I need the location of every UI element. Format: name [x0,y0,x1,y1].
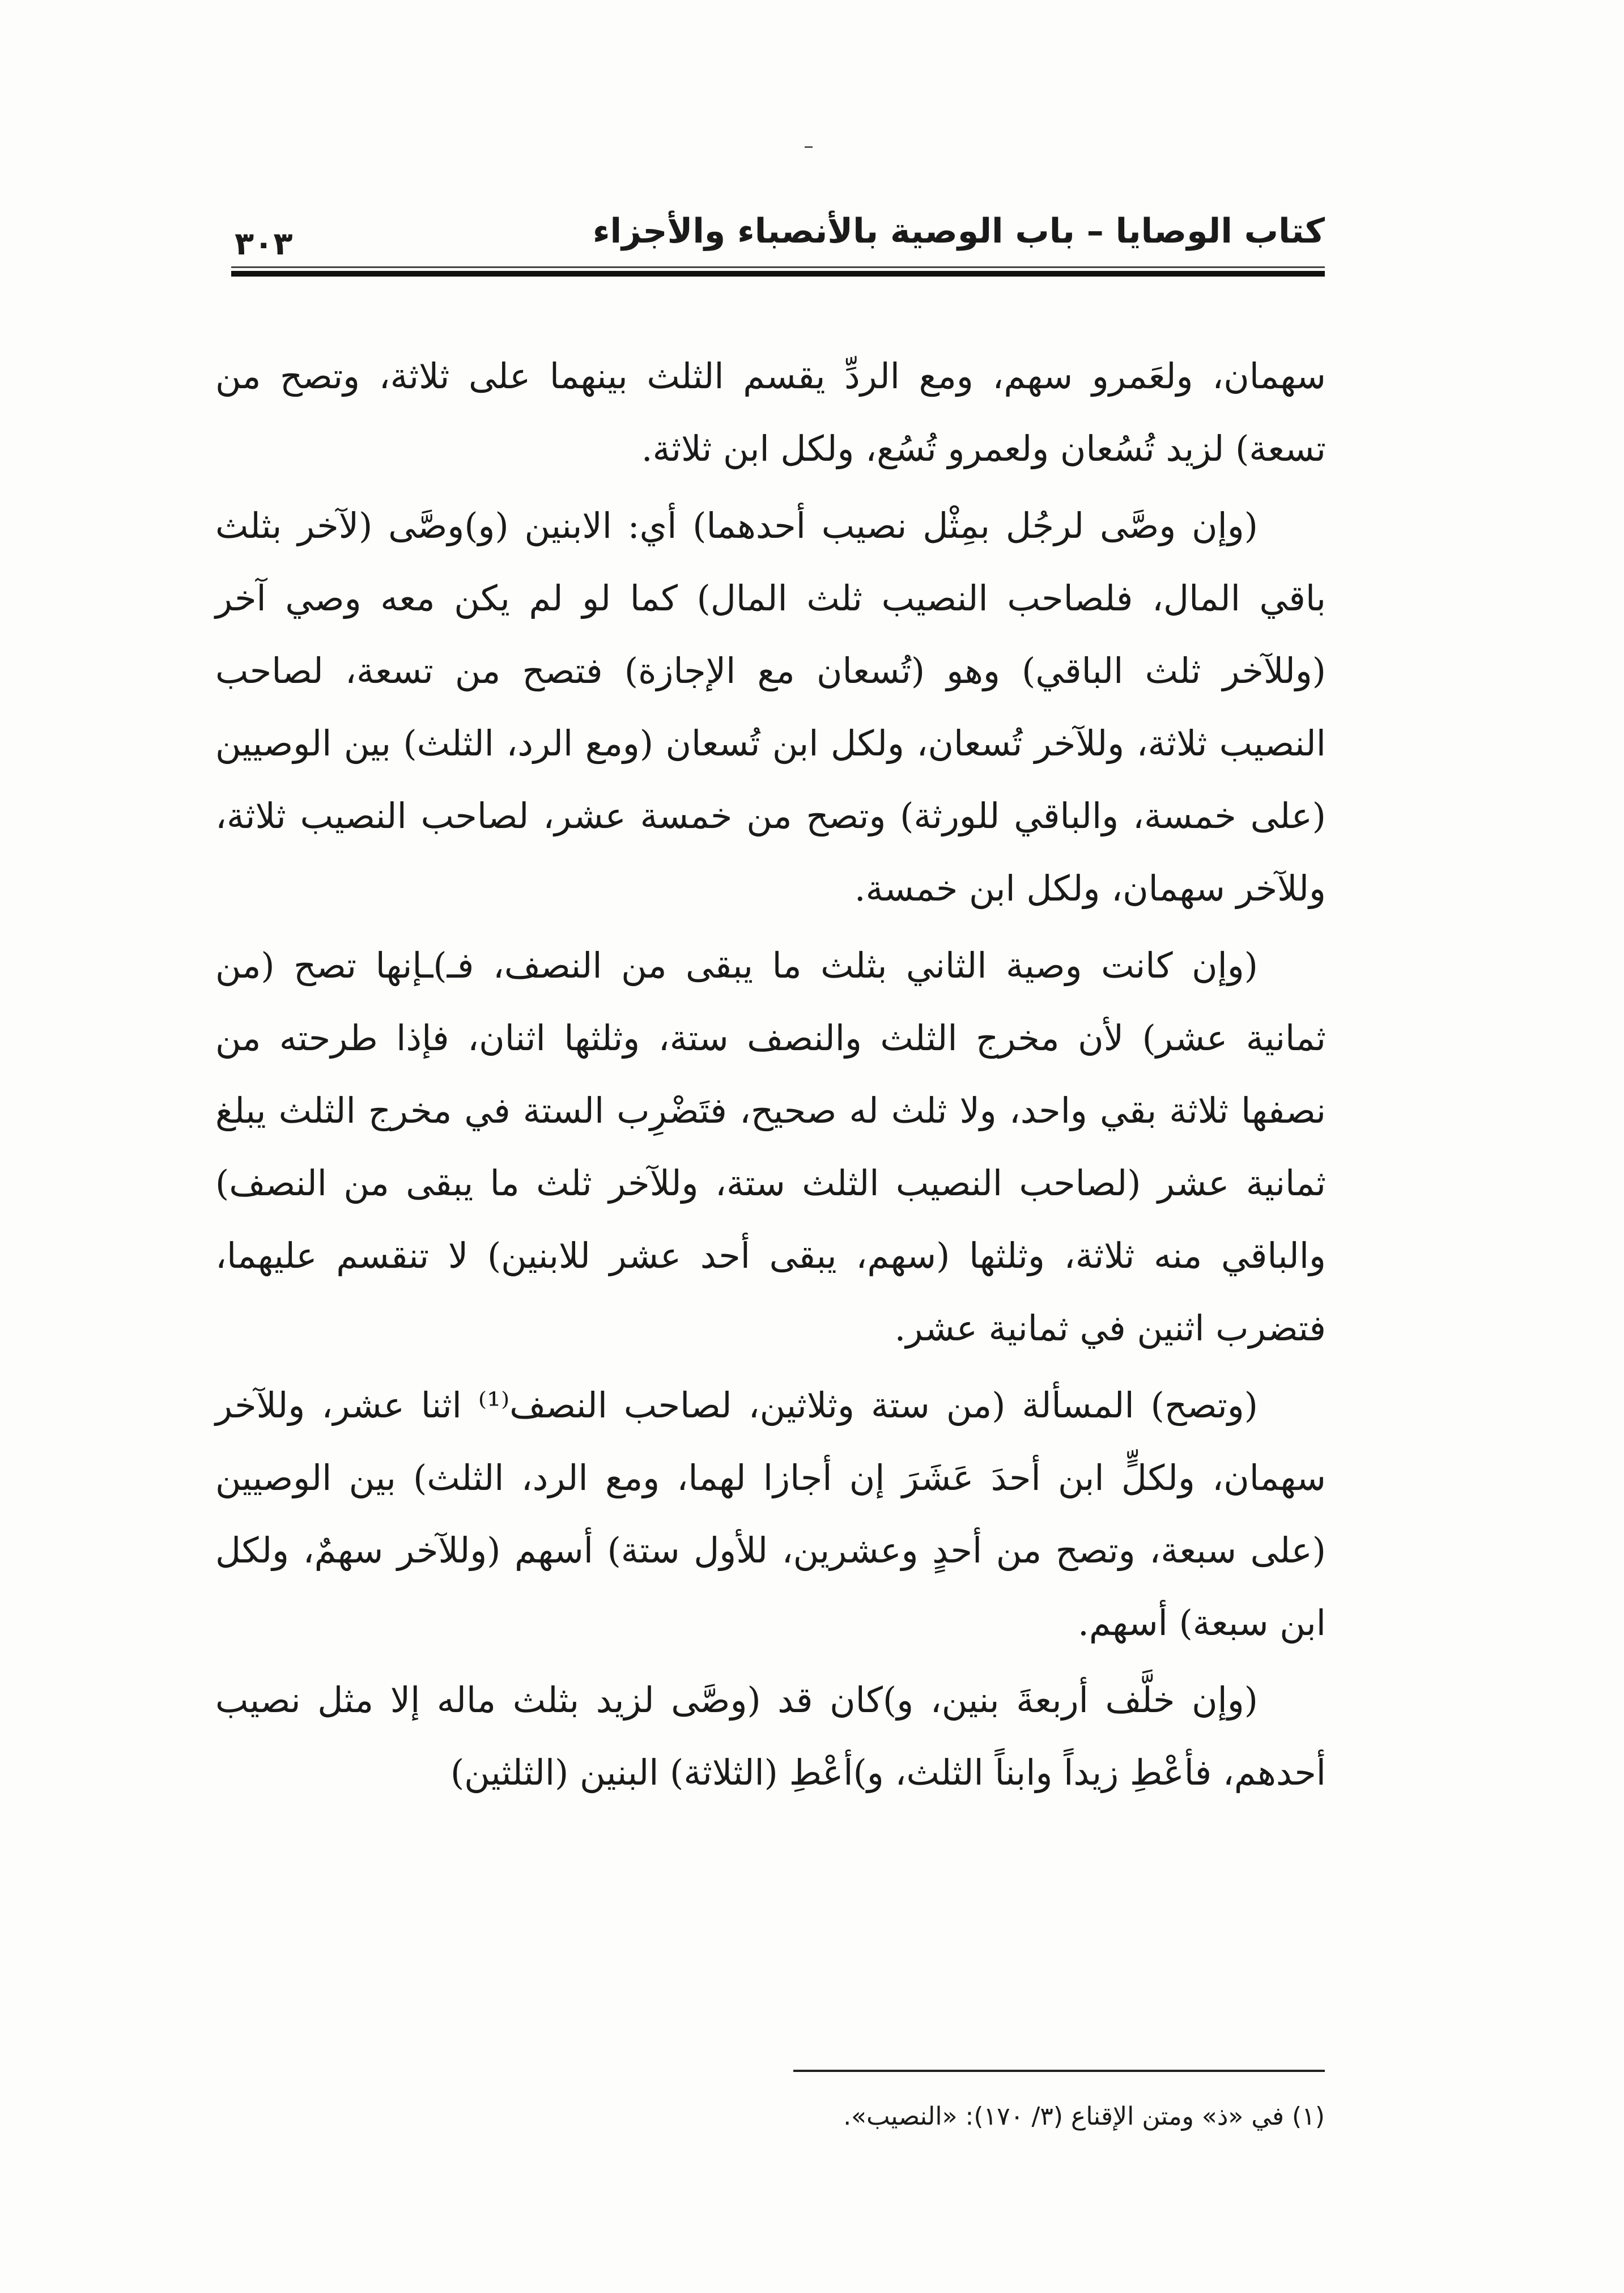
paragraph-4: (وتصح) المسألة (من ستة وثلاثين، لصاحب النصف⁽¹⁾ اثنا عشر، وللآخر سهمان، ولكلٍّ ابن أحدَ عَشَرَ إن أجازا لهما، ومع الرد، الثلث) بين الوصيين (على سبعة، وتصح من أحدٍ وعشرين، للأول ستة) أسهم (وللآخر سهمٌ، ولكل ابن سبعة) أسهم. [215,1385,1326,1644]
top-mark [805,146,813,148]
running-header [231,193,1325,278]
footnote-rule [793,2070,1325,2072]
paragraph-3: (وإن كانت وصية الثاني بثلث ما يبقى من النصف، فـ)ـإنها تصح (من ثمانية عشر) لأن مخرج الثلث والنصف ستة، وثلثها اثنان، فإذا طرحته من نصفها ثلاثة بقي واحد، ولا ثلث له صحيح، فتَضْرِب الستة في مخرج الثلث يبلغ ثمانية عشر (لصاحب النصيب الثلث ستة، وللآخر ثلث ما يبقى من النصف) والباقي منه ثلاثة، وثلثها (سهم، يبقى أحد عشر للابنين) لا تنقسم عليهما، فتضرب اثنين في ثمانية عشر. [215,945,1326,1349]
header-title: كتاب الوصايا – باب الوصية بالأنصباء والأجزاء [592,211,1325,251]
paragraph-1: سهمان، ولعَمرو سهم، ومع الردِّ يقسم الثلث بينهما على ثلاثة، وتصح من تسعة) لزيد تُسُعان ولعمرو تُسُع، ولكل ابن ثلاثة. [215,355,1326,469]
header-rule-thin [231,266,1325,268]
page-number: ٣٠٣ [235,226,293,262]
body-text [215,340,1326,1809]
paragraph-2: (وإن وصَّى لرجُل بمِثْل نصيب أحدهما) أي: الابنين (و)وصَّى (لآخر بثلث باقي المال، فلصاحب النصيب ثلث المال) كما لو لم يكن معه وصي آخر (وللآخر ثلث الباقي) وهو (تُسعان مع الإجازة) فتصح من تسعة، لصاحب النصيب ثلاثة، وللآخر تُسعان، ولكل ابن تُسعان (ومع الرد، الثلث) بين الوصيين (على خمسة، والباقي للورثة) وتصح من خمسة عشر، لصاحب النصيب ثلاثة، وللآخر سهمان، ولكل ابن خمسة. [215,505,1326,909]
paragraph-5: (وإن خلَّف أربعةَ بنين، و)كان قد (وصَّى لزيد بثلث ماله إلا مثل نصيب أحدهم، فأعْطِ زيداً وابناً الثلث، و)أعْطِ (الثلاثة) البنين (الثلثين) [215,1679,1326,1793]
header-rule [231,271,1325,277]
footnote: (١) في «ذ» ومتن الإقناع (٣/ ١٧٠): «النصيب». [843,2102,1325,2131]
